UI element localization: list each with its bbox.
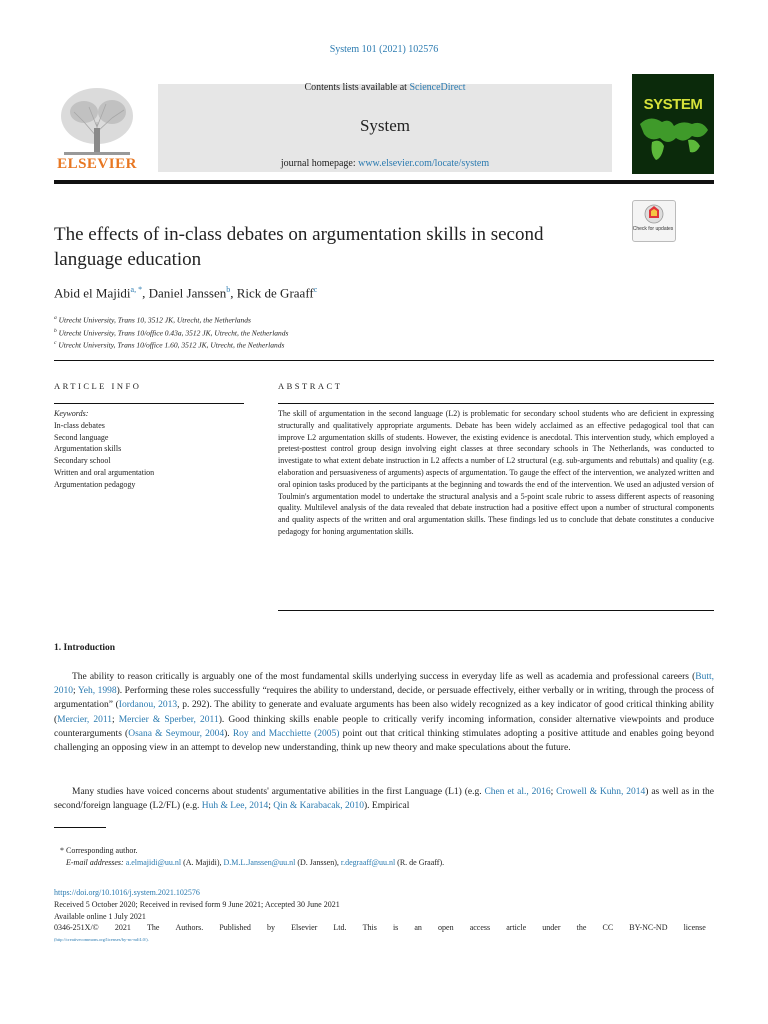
affiliation-text: Utrecht University, Trans 10, 3512 JK, Utrecht, the Netherlands xyxy=(56,315,251,325)
journal-name: System xyxy=(359,116,411,135)
keywords-list xyxy=(54,420,254,491)
abstract-rule xyxy=(278,403,714,404)
license-word: BY-NC-ND xyxy=(629,923,668,933)
paragraph-text: ). Empirical xyxy=(364,801,410,812)
license-word: open xyxy=(438,923,454,933)
paragraph-text: ). xyxy=(224,728,233,739)
author-name[interactable]: Rick de Graaff xyxy=(236,285,314,301)
online-date: Available online 1 July 2021 xyxy=(54,911,146,921)
intro-paragraph-1 xyxy=(54,670,714,755)
publisher-wordmark[interactable]: ELSEVIER xyxy=(57,156,137,172)
header-rule xyxy=(54,180,714,184)
email-line xyxy=(54,857,444,869)
citation-link[interactable]: Mercier & Sperber, 2011 xyxy=(118,714,219,725)
paragraph-text: Many studies have voiced concerns about students' argumentative abilities in the first Language (L1) (e.g. xyxy=(72,787,485,797)
license-word: the xyxy=(576,923,587,933)
affiliation-mark: a xyxy=(54,315,57,321)
journal-cover[interactable] xyxy=(632,74,714,174)
contents-prefix: Contents lists available at xyxy=(304,82,410,93)
license-word: CC xyxy=(602,923,614,933)
email-owner: (D. Janssen), xyxy=(295,858,341,867)
license-word: Authors. xyxy=(175,923,204,933)
paragraph-text: ). Good thinking skills enable people to critically verify incoming information, consider alternative viewpoints and produce counterarguments ( xyxy=(54,714,714,739)
doi-link[interactable]: https://doi.org/10.1016/j.system.2021.102576 xyxy=(54,888,200,897)
abstract-bottom-rule xyxy=(278,610,714,611)
introduction-heading: 1. Introduction xyxy=(54,643,116,653)
article-info-rule xyxy=(54,403,244,404)
affiliation-row xyxy=(54,326,288,339)
homepage-line xyxy=(158,158,612,169)
received-dates: Received 5 October 2020; Received in revised form 9 June 2021; Accepted 30 June 2021 xyxy=(54,899,340,909)
email-link[interactable]: r.degraaff@uu.nl xyxy=(340,858,396,867)
paragraph-text: , p. 292). The ability to generate and evaluate arguments has been also widely recognized as a key indicator of good critical thinking ability ( xyxy=(54,700,714,725)
citation-link[interactable]: Roy and Macchiette (2005) xyxy=(232,728,340,739)
author-name[interactable]: Daniel Janssen xyxy=(148,285,227,301)
keyword-item: Second language xyxy=(54,432,109,442)
article-title: The effects of in-class debates on argumentation skills in second language education xyxy=(54,224,544,270)
keyword-item: Argumentation pedagogy xyxy=(54,479,136,489)
affiliation-mark: c xyxy=(54,340,57,346)
license-word: by xyxy=(267,923,275,933)
affiliation-mark: b xyxy=(54,327,57,334)
author-separator: , xyxy=(142,285,149,301)
sciencedirect-link[interactable]: ScienceDirect xyxy=(409,82,466,93)
crossmark-label: Check for updates xyxy=(632,226,674,232)
citation-link[interactable]: Butt, 2010 xyxy=(54,672,714,697)
affiliation-text: Utrecht University, Trans 10/office 0.43a, 3512 JK, Utrecht, the Netherlands xyxy=(56,328,289,337)
author-list xyxy=(54,285,317,301)
keyword-item: In-class debates xyxy=(54,420,105,430)
crossmark-icon xyxy=(633,201,675,227)
citation-link[interactable]: Chen et al., 2016 xyxy=(484,787,551,797)
license-word: is xyxy=(392,923,399,933)
author-separator: , xyxy=(230,285,237,301)
journal-reference[interactable]: System 101 (2021) 102576 xyxy=(329,44,439,55)
affiliation-row xyxy=(54,338,288,351)
keyword-item: Secondary school xyxy=(54,456,111,466)
cover-title: SYSTEM xyxy=(643,96,703,113)
citation-link[interactable]: Iordanou, 2013 xyxy=(118,700,178,711)
abstract-text: The skill of argumentation in the second language (L2) is problematic for secondary school students who are deficient in expressing structurally and qualitatively appropriate arguments. Debate has been widely acclaimed as an effective pedagogical tool that can improve L2 argumentation skills of students. However, the existing evidence is anecdotal. This intervention study, which employed a pretest-posttest control group design involving eight classes at three secondary schools in The Netherlands, was conducted to investigate to what extent debate instruction in L2 affects a number of L2 structural (e.g. sub-arguments and rebuttals) and quality (e.g. elaboration and persuasiveness of arguments) aspects of argumentation. To gauge the effect of the intervention, we analyzed written and oral opinion tasks produced by the participants at the beginning and towards the end of the intervention. We used an adjusted version of Toulmin's argumentation model to undertake the structural analysis and a 5-point scale rubric to assess different aspects of reasoning quality. Multilevel analysis of the data revealed that debate instruction had a positive effect upon a number of structural components and quality aspects of the written and oral argumentation skills. These findings led us to conclude that debate constitutes a conducive pedagogy for honing argumentation skills. xyxy=(278,409,714,536)
citation-link[interactable]: Huh & Lee, 2014 xyxy=(201,801,269,812)
license-line xyxy=(54,922,706,934)
email-link[interactable]: D.M.L.Janssen@uu.nl xyxy=(223,858,296,867)
affiliation-text: Utrecht University, Trans 10/office 1.60, 3512 JK, Utrecht, the Netherlands xyxy=(56,340,285,350)
license-word: access xyxy=(469,923,491,933)
keyword-item: Argumentation skills xyxy=(54,444,122,454)
affiliation-row xyxy=(54,313,288,326)
keywords-label: Keywords: xyxy=(54,409,89,418)
paragraph-text: ; xyxy=(268,801,274,812)
paragraph-text: ) as well as in the second/foreign language (L2/FL) (e.g. xyxy=(54,787,715,812)
article-metadata xyxy=(54,887,714,946)
contents-line xyxy=(158,82,612,93)
section-rule xyxy=(54,360,714,361)
keyword-item: Written and oral argumentation xyxy=(54,467,155,477)
email-owner: (A. Majidi), xyxy=(181,858,224,867)
affiliations xyxy=(54,313,288,351)
email-owner: (R. de Graaff). xyxy=(395,858,445,867)
corresponding-note: * Corresponding author. xyxy=(60,846,138,855)
license-word: Ltd. xyxy=(333,923,347,933)
intro-paragraph-2 xyxy=(54,785,714,813)
license-word: Elsevier xyxy=(291,923,318,933)
license-word: 0346-251X/© xyxy=(54,923,99,933)
cover-map-art xyxy=(632,74,714,174)
license-word: 2021 xyxy=(114,923,131,933)
citation-link[interactable]: Qin & Karabacak, 2010 xyxy=(273,801,364,812)
email-label: E-mail addresses: xyxy=(66,858,126,867)
footnote-rule xyxy=(54,827,106,828)
author-affiliation-mark[interactable]: b xyxy=(226,285,231,294)
paragraph-text: ; xyxy=(550,787,557,797)
citation-link[interactable]: Osana & Seymour, 2004 xyxy=(128,728,225,739)
check-for-updates-badge[interactable] xyxy=(632,200,676,242)
paragraph-text: ). Performing these roles successfully “requires the ability to understand, decide, or persuade effectively, either verbally or in writing, through the process of argumentation” ( xyxy=(54,686,714,711)
license-word: an xyxy=(414,923,422,933)
license-word: Published xyxy=(219,923,251,933)
license-word: under xyxy=(542,923,561,933)
author-affiliation-mark[interactable]: c xyxy=(313,285,318,294)
paragraph-text: The ability to reason critically is arguably one of the most fundamental skills underlying success in everyday life as well as academia and professional careers ( xyxy=(72,672,696,682)
paragraph-text: point out that critical thinking stimulates adopting a positive attitude and enables going beyond challenging an opposing view in an attempt to develop new understanding, think up new theory and make speculations about the future. xyxy=(54,728,714,754)
license-word: The xyxy=(146,923,160,933)
citation-link[interactable]: Yeh, 1998 xyxy=(77,686,117,697)
license-word: This xyxy=(362,923,377,933)
license-word: article xyxy=(506,923,527,933)
author-affiliation-mark[interactable]: a, * xyxy=(130,285,143,294)
citation-link[interactable]: Crowell & Kuhn, 2014 xyxy=(556,787,646,797)
email-link[interactable]: a.elmajidi@uu.nl xyxy=(125,858,182,867)
article-info-label: ARTICLE INFO xyxy=(54,381,142,391)
paragraph-text: ; xyxy=(73,686,78,697)
journal-homepage-link[interactable]: www.elsevier.com/locate/system xyxy=(358,158,490,169)
author-name[interactable]: Abid el Majidi xyxy=(54,285,131,301)
keywords-block xyxy=(54,408,254,491)
license-word: license xyxy=(683,923,706,933)
license-url-link[interactable]: (http://creativecommons.org/licenses/by-nc-nd/4.0/). xyxy=(54,937,149,943)
citation-link[interactable]: Mercier, 2011 xyxy=(57,714,112,725)
homepage-prefix: journal homepage: xyxy=(280,158,359,169)
paragraph-text: ; xyxy=(111,714,119,725)
abstract-label: ABSTRACT xyxy=(278,381,343,391)
footnotes xyxy=(54,845,444,869)
